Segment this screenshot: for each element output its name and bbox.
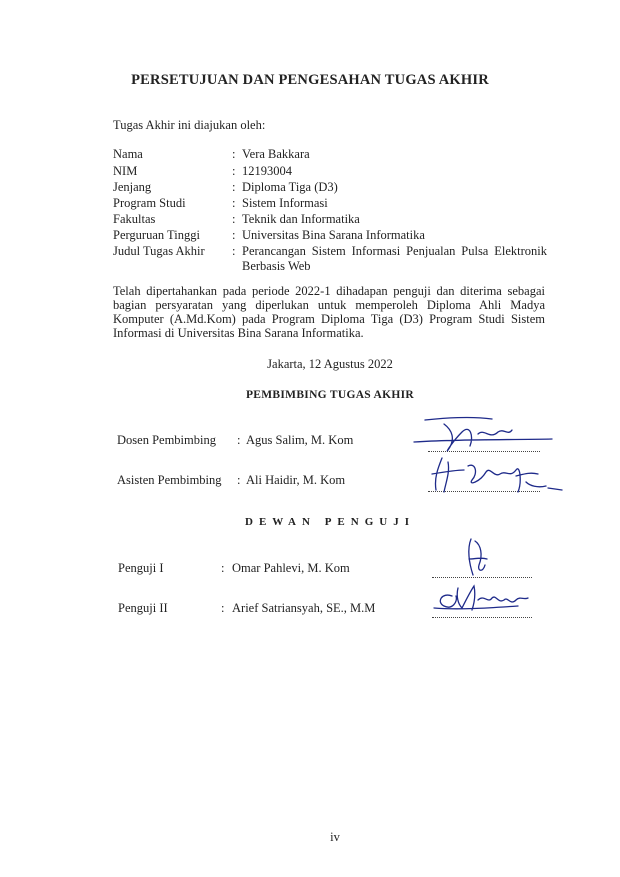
row-value: Arief Satriansyah, SE., M.M xyxy=(232,601,376,615)
field-label: Jenjang xyxy=(113,180,152,194)
page-number: iv xyxy=(330,830,340,844)
field-colon: : xyxy=(232,180,236,194)
row-colon: : xyxy=(237,433,241,447)
field-value: Teknik dan Informatika xyxy=(242,212,360,226)
field-colon: : xyxy=(232,228,236,242)
field-value: Universitas Bina Sarana Informatika xyxy=(242,228,425,242)
examiners-heading: DEWAN PENGUJI xyxy=(245,516,415,528)
row-label: Penguji I xyxy=(118,561,164,575)
supervisors-heading: PEMBIMBING TUGAS AKHIR xyxy=(245,389,415,401)
field-value: Sistem Informasi xyxy=(242,196,328,210)
approval-date: Jakarta, 12 Agustus 2022 xyxy=(267,357,393,371)
field-label: Program Studi xyxy=(113,196,186,210)
signature-image xyxy=(428,578,538,620)
row-label: Penguji II xyxy=(118,601,168,615)
field-colon: : xyxy=(232,244,236,258)
row-value: Ali Haidir, M. Kom xyxy=(246,473,346,487)
field-label: NIM xyxy=(113,164,138,178)
field-value: Diploma Tiga (D3) xyxy=(242,180,338,194)
row-value: Agus Salim, M. Kom xyxy=(246,433,354,447)
field-value: Perancangan Sistem Informasi Penjualan Pulsa Elektronik Berbasis Web xyxy=(242,244,547,273)
field-colon: : xyxy=(232,164,236,178)
field-value: Vera Bakkara xyxy=(242,147,310,161)
row-colon: : xyxy=(221,561,225,575)
intro-text: Tugas Akhir ini diajukan oleh: xyxy=(113,118,266,132)
row-colon: : xyxy=(221,601,225,615)
field-label: Fakultas xyxy=(113,212,156,226)
row-label: Asisten Pembimbing xyxy=(117,473,222,487)
row-value: Omar Pahlevi, M. Kom xyxy=(232,561,350,575)
field-value: 12193004 xyxy=(242,164,292,178)
signature-image xyxy=(420,452,570,502)
row-colon: : xyxy=(237,473,241,487)
field-label: Perguruan Tinggi xyxy=(113,228,200,242)
field-colon: : xyxy=(232,212,236,226)
field-label: Judul Tugas Akhir xyxy=(113,244,205,258)
field-colon: : xyxy=(232,147,236,161)
row-label: Dosen Pembimbing xyxy=(117,433,216,447)
field-label: Nama xyxy=(113,147,143,161)
page-title: PERSETUJUAN DAN PENGESAHAN TUGAS AKHIR xyxy=(131,72,489,88)
field-colon: : xyxy=(232,196,236,210)
approval-paragraph: Telah dipertahankan pada periode 2022-1 dihadapan penguji dan diterima sebagai bagian persyaratan yang diperlukan untuk memperoleh Diploma Ahli Madya Komputer (A.Md.Kom) pada Program Diploma Tiga (D3) Program Studi Sistem Informasi di Universitas Bina Sarana Informatika. xyxy=(113,284,545,340)
